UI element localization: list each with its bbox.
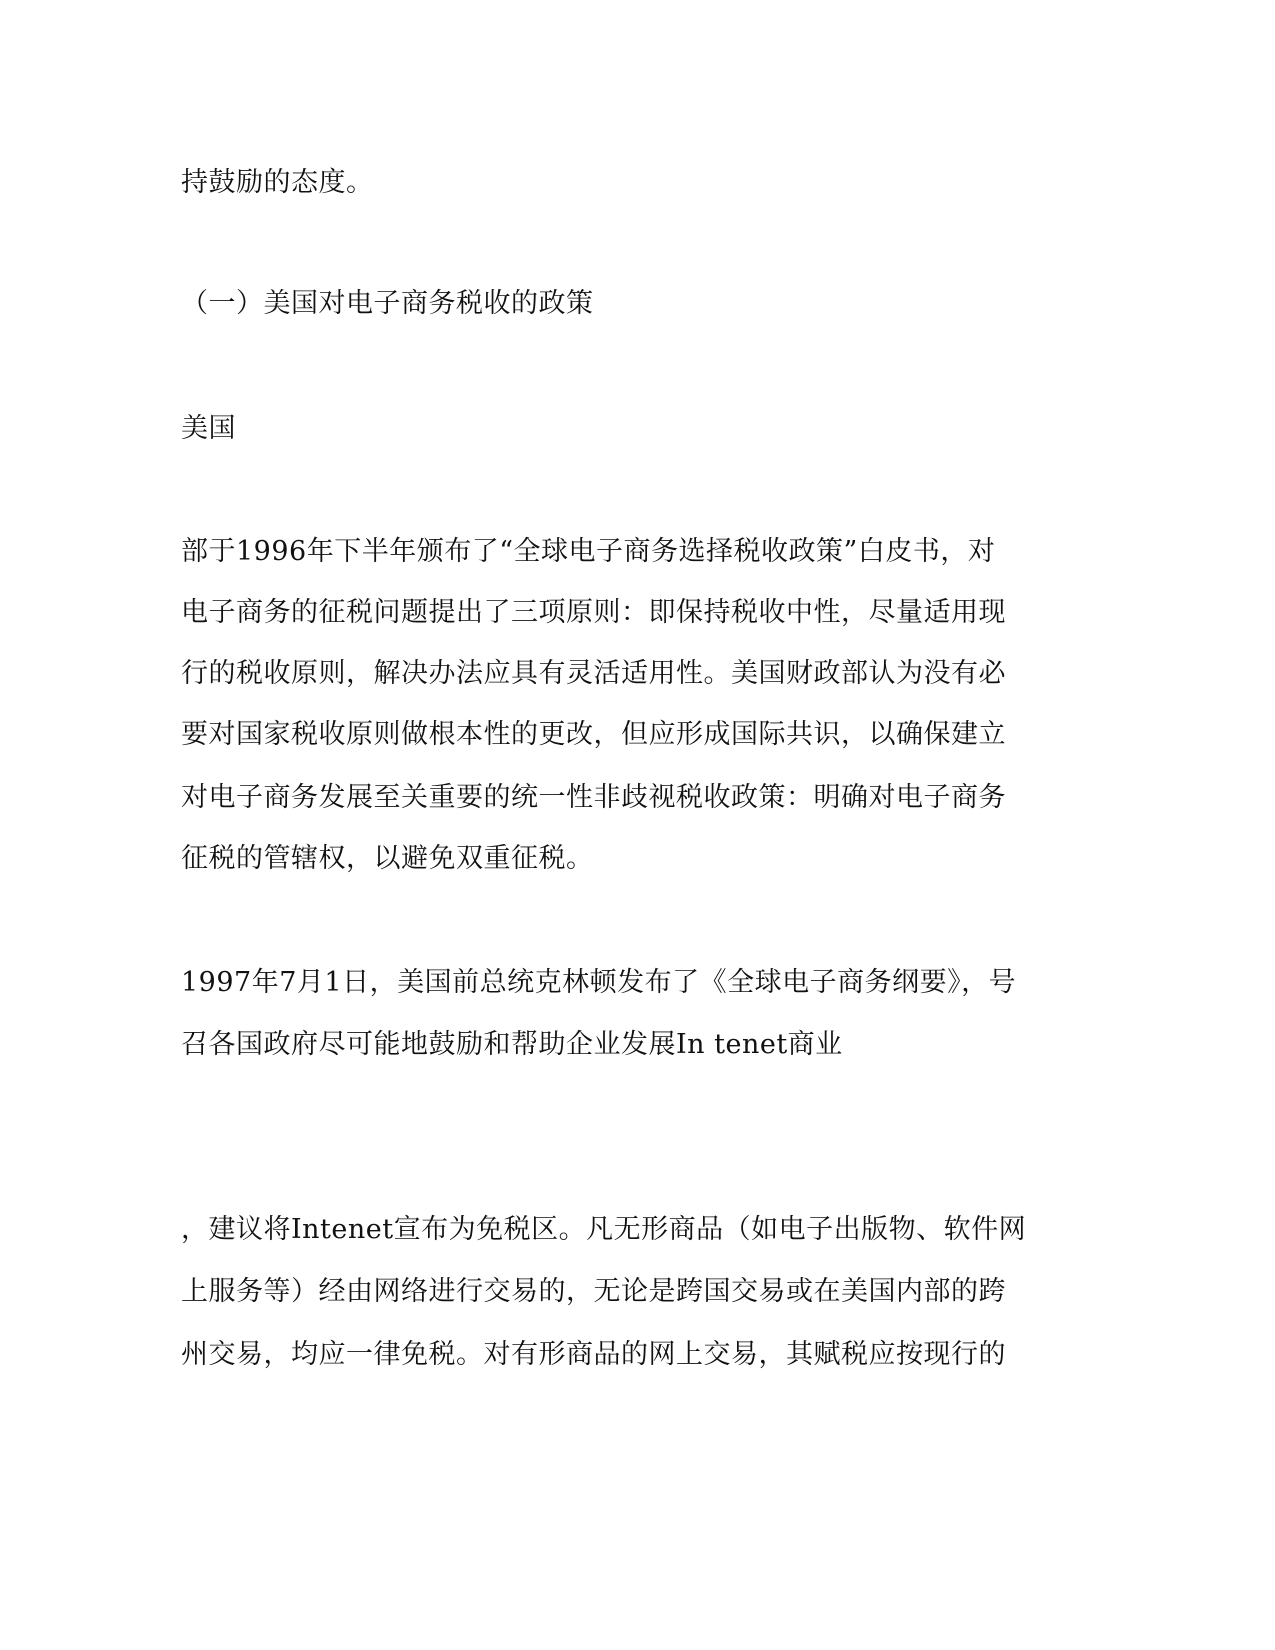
paragraph-line: 上服务等）经由网络进行交易的，无论是跨国交易或在美国内部的跨: [181, 1276, 1006, 1307]
paragraph-line: 行的税收原则，解决办法应具有灵活适用性。美国财政部认为没有必: [181, 658, 1006, 689]
paragraph-line: 部于1996年下半年颁布了“全球电子商务选择税收政策”白皮书，对: [181, 536, 996, 567]
paragraph-line: 对电子商务发展至关重要的统一性非歧视税收政策：明确对电子商务: [181, 782, 1006, 813]
paragraph-line: ，建议将Intenet宣布为免税区。凡无形商品（如电子出版物、软件网: [181, 1214, 1027, 1245]
paragraph-line: 州交易，均应一律免税。对有形商品的网上交易，其赋税应按现行的: [181, 1339, 1006, 1370]
paragraph-line: 召各国政府尽可能地鼓励和帮助企业发展In tenet商业: [181, 1029, 843, 1060]
paragraph-line: 1997年7月1日，美国前总统克林顿发布了《全球电子商务纲要》，号: [181, 967, 1017, 998]
paragraph-line: 征税的管辖权，以避免双重征税。: [181, 843, 594, 874]
paragraph-line: 电子商务的征税问题提出了三项原则：即保持税收中性，尽量适用现: [181, 597, 1006, 628]
paragraph-line: 美国: [181, 413, 236, 444]
paragraph-line: 要对国家税收原则做根本性的更改，但应形成国际共识，以确保建立: [181, 719, 1006, 750]
paragraph-line: 持鼓励的态度。: [181, 167, 374, 198]
section-heading: （一）美国对电子商务税收的政策: [181, 288, 594, 319]
